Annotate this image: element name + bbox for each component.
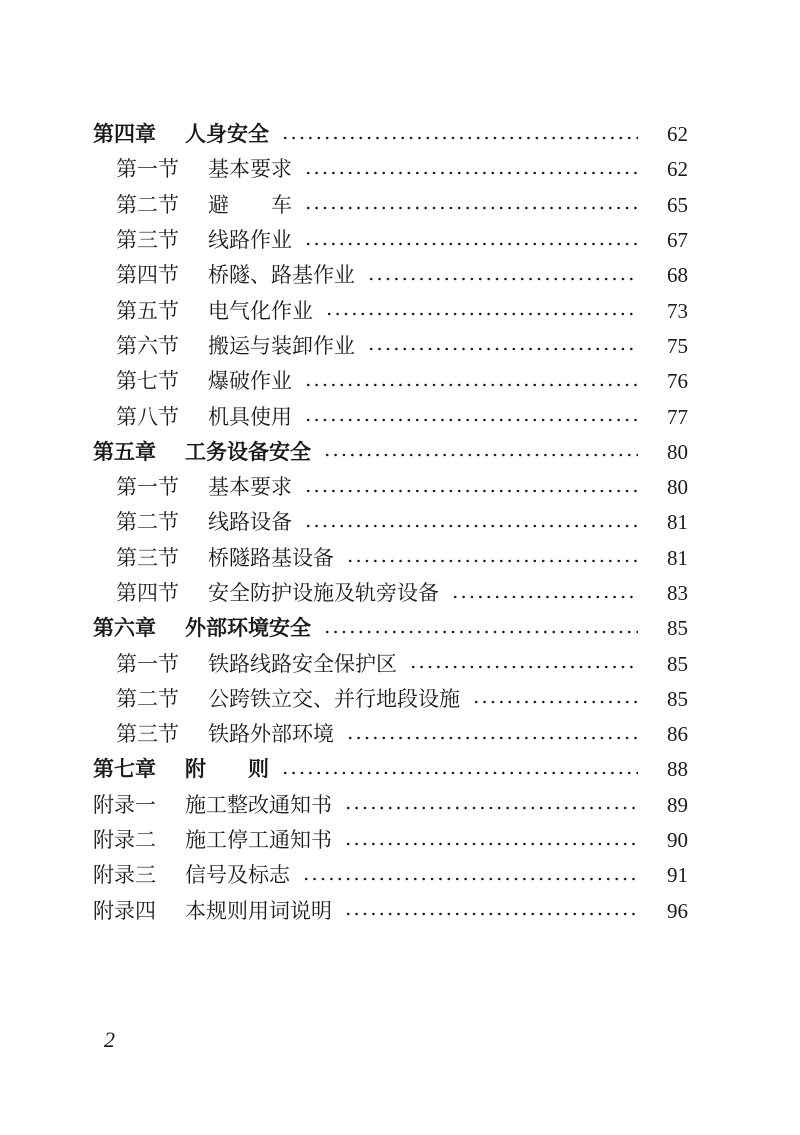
- toc-page-number: 88: [667, 757, 688, 782]
- toc-title: 避 车: [208, 192, 292, 217]
- toc-label: 第七节: [116, 369, 179, 394]
- toc-page-number: 68: [667, 263, 688, 288]
- toc-title: 铁路线路安全保护区: [208, 651, 397, 676]
- page-number: 2: [104, 1027, 115, 1052]
- toc-page-number: 86: [667, 722, 688, 747]
- toc-page-number: 76: [667, 369, 688, 394]
- toc-page-number: 65: [667, 192, 688, 217]
- toc-entry-appendix[interactable]: [0, 788, 800, 823]
- toc-entry-section[interactable]: [0, 399, 800, 434]
- toc-page-number: 85: [667, 651, 688, 676]
- toc-entry-section[interactable]: [0, 223, 800, 258]
- toc-page-number: 91: [667, 863, 688, 888]
- toc-entry-section[interactable]: [0, 541, 800, 576]
- toc-entry-section[interactable]: [0, 576, 800, 611]
- toc-entry-section[interactable]: [0, 329, 800, 364]
- toc-entry-appendix[interactable]: [0, 823, 800, 858]
- toc-title: 电气化作业: [208, 298, 313, 323]
- dot-leader: [344, 806, 638, 810]
- toc-title: 施工停工通知书: [185, 828, 332, 853]
- toc-label: 第五章: [93, 439, 156, 464]
- toc-label: 第一节: [116, 157, 179, 182]
- toc-label: 第四章: [93, 122, 156, 147]
- toc-title: 公跨铁立交、并行地段设施: [208, 686, 460, 711]
- dot-leader: [409, 665, 638, 669]
- toc-entry-section[interactable]: [0, 682, 800, 717]
- toc-label: 附录二: [93, 828, 156, 853]
- dot-leader: [451, 595, 638, 599]
- toc-label: 附录一: [93, 792, 156, 817]
- toc-title: 机具使用: [208, 404, 292, 429]
- toc-entry-section[interactable]: [0, 470, 800, 505]
- toc-title: 施工整改通知书: [185, 792, 332, 817]
- toc-page-number: 81: [667, 510, 688, 535]
- toc-label: 第六节: [116, 333, 179, 358]
- toc-page-number: 73: [667, 298, 688, 323]
- toc-title: 桥隧路基设备: [208, 545, 334, 570]
- toc-label: 第二节: [116, 686, 179, 711]
- dot-leader: [367, 277, 638, 281]
- toc-title: 线路设备: [208, 510, 292, 535]
- toc-page-number: 83: [667, 581, 688, 605]
- dot-leader: [344, 912, 638, 916]
- toc-label: 第四节: [116, 263, 179, 288]
- toc-entry-section[interactable]: [0, 646, 800, 681]
- toc-title: 安全防护设施及轨旁设备: [208, 581, 439, 605]
- dot-leader: [323, 453, 638, 457]
- toc-label: 第二节: [116, 510, 179, 535]
- toc-title: 基本要求: [208, 475, 292, 500]
- dot-leader: [472, 700, 638, 704]
- toc-title: 桥隧、路基作业: [208, 263, 355, 288]
- toc-page-number: 62: [667, 157, 688, 182]
- dot-leader: [281, 136, 638, 140]
- dot-leader: [304, 418, 638, 422]
- toc-entry-section[interactable]: [0, 505, 800, 540]
- dot-leader: [323, 630, 638, 634]
- toc-entry-section[interactable]: [0, 258, 800, 293]
- toc-page-number: 67: [667, 228, 688, 253]
- toc-title: 基本要求: [208, 157, 292, 182]
- dot-leader: [304, 383, 638, 387]
- toc-page-number: 77: [667, 404, 688, 429]
- toc-title: 搬运与装卸作业: [208, 333, 355, 358]
- toc-entry-appendix[interactable]: [0, 894, 800, 929]
- toc-title: 工务设备安全: [185, 439, 311, 464]
- dot-leader: [304, 171, 638, 175]
- toc-title: 爆破作业: [208, 369, 292, 394]
- dot-leader: [304, 206, 638, 210]
- toc-page-number: 85: [667, 616, 688, 641]
- toc-label: 第三节: [116, 545, 179, 570]
- dot-leader: [302, 877, 638, 881]
- dot-leader: [304, 489, 638, 493]
- toc-title: 铁路外部环境: [208, 722, 334, 747]
- toc-entry-chapter-7[interactable]: [0, 752, 800, 787]
- toc-title: 线路作业: [208, 228, 292, 253]
- toc-label: 第四节: [116, 581, 179, 605]
- toc-title: 外部环境安全: [185, 616, 311, 641]
- toc-label: 附录三: [93, 863, 156, 888]
- dot-leader: [304, 242, 638, 246]
- toc-entry-section[interactable]: [0, 293, 800, 328]
- toc-title: 人身安全: [185, 122, 269, 147]
- toc-page-number: 89: [667, 792, 688, 817]
- table-of-contents: [0, 117, 800, 929]
- toc-page-number: 85: [667, 686, 688, 711]
- toc-entry-chapter-5[interactable]: [0, 435, 800, 470]
- toc-label: 第二节: [116, 192, 179, 217]
- toc-page-number: 80: [667, 475, 688, 500]
- toc-page-number: 80: [667, 439, 688, 464]
- toc-label: 第三节: [116, 228, 179, 253]
- toc-page-number: 75: [667, 333, 688, 358]
- toc-entry-chapter-4[interactable]: [0, 117, 800, 152]
- toc-title: 附 则: [185, 757, 269, 782]
- toc-page-number: 90: [667, 828, 688, 853]
- toc-entry-section[interactable]: [0, 364, 800, 399]
- toc-title: 本规则用词说明: [185, 898, 332, 923]
- toc-page-number: 96: [667, 898, 688, 923]
- dot-leader: [281, 771, 638, 775]
- toc-entry-section[interactable]: [0, 188, 800, 223]
- toc-label: 第七章: [93, 757, 156, 782]
- dot-leader: [304, 524, 638, 528]
- toc-label: 第一节: [116, 651, 179, 676]
- toc-entry-section[interactable]: [0, 717, 800, 752]
- dot-leader: [344, 842, 638, 846]
- toc-entry-appendix[interactable]: [0, 858, 800, 893]
- dot-leader: [346, 559, 638, 563]
- toc-entry-section[interactable]: [0, 152, 800, 187]
- toc-label: 附录四: [93, 898, 156, 923]
- toc-page-number: 62: [667, 122, 688, 147]
- dot-leader: [325, 312, 638, 316]
- toc-title: 信号及标志: [185, 863, 290, 888]
- dot-leader: [367, 347, 638, 351]
- toc-page-number: 81: [667, 545, 688, 570]
- toc-label: 第三节: [116, 722, 179, 747]
- toc-entry-chapter-6[interactable]: [0, 611, 800, 646]
- toc-label: 第五节: [116, 298, 179, 323]
- dot-leader: [346, 736, 638, 740]
- toc-label: 第六章: [93, 616, 156, 641]
- toc-label: 第一节: [116, 475, 179, 500]
- toc-label: 第八节: [116, 404, 179, 429]
